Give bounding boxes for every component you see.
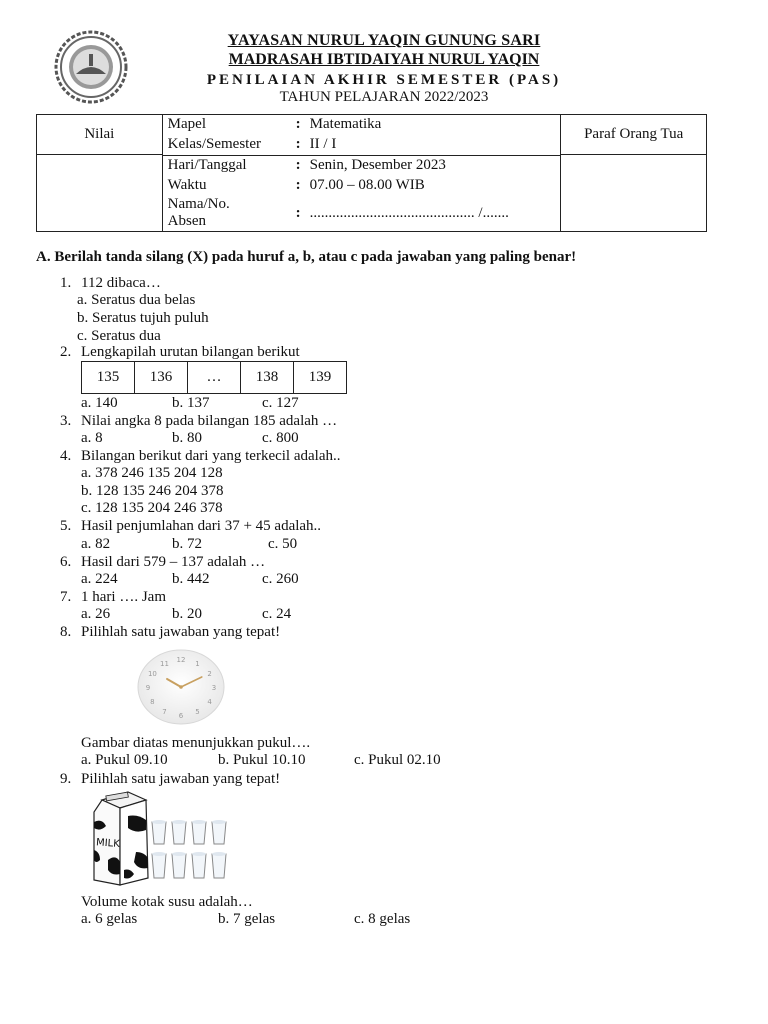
nama-label: Nama/No. bbox=[167, 196, 230, 212]
question-text: Pilihlah satu jawaban yang tepat! bbox=[81, 771, 281, 787]
question-text: 112 dibaca… bbox=[81, 275, 161, 291]
kelas-value: II / I bbox=[309, 136, 337, 152]
section-a-title: A. Berilah tanda silang (X) pada huruf a, b, atau c pada jawaban yang paling benar! bbox=[36, 249, 577, 265]
option-a[interactable]: a. Seratus dua belas bbox=[77, 292, 196, 308]
school-title: MADRASAH IBTIDAIYAH NURUL YAQIN bbox=[228, 51, 540, 68]
question-number: 5. bbox=[60, 518, 72, 534]
hari-value: Senin, Desember 2023 bbox=[309, 157, 446, 173]
clock-icon bbox=[136, 648, 226, 726]
option-a[interactable]: a. 6 gelas bbox=[81, 911, 138, 927]
info-divider bbox=[163, 155, 561, 156]
sequence-cell-blank: … bbox=[188, 362, 241, 394]
hari-colon: : bbox=[295, 157, 301, 173]
question-text: Hasil dari 579 – 137 adalah … bbox=[81, 554, 266, 570]
question-number: 9. bbox=[60, 771, 72, 787]
option-a[interactable]: a. 8 bbox=[81, 430, 103, 446]
option-b[interactable]: b. 442 bbox=[172, 571, 210, 587]
option-b[interactable]: b. 72 bbox=[172, 536, 202, 552]
absen-label: Absen bbox=[167, 213, 206, 229]
clock-numeral: 9 bbox=[145, 684, 151, 692]
number-sequence-table bbox=[81, 361, 347, 394]
mapel-colon: : bbox=[295, 116, 301, 132]
option-c[interactable]: c. 127 bbox=[262, 395, 299, 411]
question-text: Pilihlah satu jawaban yang tepat! bbox=[81, 624, 281, 640]
option-c[interactable]: c. 800 bbox=[262, 430, 299, 446]
option-c[interactable]: c. Pukul 02.10 bbox=[354, 752, 441, 768]
question-number: 8. bbox=[60, 624, 72, 640]
sequence-cell: 138 bbox=[241, 362, 294, 394]
option-c[interactable]: c. 260 bbox=[262, 571, 299, 587]
question-text: Nilai angka 8 pada bilangan 185 adalah … bbox=[81, 413, 338, 429]
kelas-colon: : bbox=[295, 136, 301, 152]
info-fields bbox=[162, 115, 561, 232]
clock-numeral: 6 bbox=[178, 712, 184, 720]
question-caption: Volume kotak susu adalah… bbox=[81, 894, 253, 910]
question-number: 7. bbox=[60, 589, 72, 605]
paraf-box[interactable] bbox=[561, 155, 707, 232]
question-text: Hasil penjumlahan dari 37 + 45 adalah.. bbox=[81, 518, 322, 534]
milk-label: MILK bbox=[95, 837, 121, 850]
clock-numeral: 8 bbox=[150, 698, 155, 706]
question-text: Bilangan berikut dari yang terkecil adalah.. bbox=[81, 448, 341, 464]
sequence-cell: 135 bbox=[82, 362, 135, 394]
nama-value[interactable]: ............................................ /....... bbox=[309, 205, 509, 221]
option-b[interactable]: b. Seratus tujuh puluh bbox=[77, 310, 209, 326]
waktu-value: 07.00 – 08.00 WIB bbox=[309, 177, 425, 193]
option-a[interactable]: a. 224 bbox=[81, 571, 118, 587]
option-a[interactable]: a. 378 246 135 204 128 bbox=[81, 465, 223, 481]
waktu-colon: : bbox=[295, 177, 301, 193]
question-number: 3. bbox=[60, 413, 72, 429]
sequence-cell: 136 bbox=[135, 362, 188, 394]
clock-numeral: 5 bbox=[195, 708, 200, 717]
year-title: TAHUN PELAJARAN 2022/2023 bbox=[279, 89, 489, 105]
clock-numeral: 11 bbox=[160, 659, 169, 668]
option-b[interactable]: b. 128 135 246 204 378 bbox=[81, 483, 224, 499]
clock-numeral: 10 bbox=[147, 670, 157, 678]
option-a[interactable]: a. 26 bbox=[81, 606, 111, 622]
question-number: 1. bbox=[60, 275, 72, 291]
option-c[interactable]: c. 128 135 204 246 378 bbox=[81, 500, 223, 516]
option-c[interactable]: c. 50 bbox=[268, 536, 298, 552]
option-a[interactable]: a. 82 bbox=[81, 536, 111, 552]
question-text: Lengkapilah urutan bilangan berikut bbox=[81, 344, 300, 360]
milk-carton-glasses-icon bbox=[90, 790, 240, 890]
nilai-header: Nilai bbox=[37, 115, 163, 155]
clock-numeral: 3 bbox=[211, 684, 217, 692]
option-b[interactable]: b. Pukul 10.10 bbox=[218, 752, 306, 768]
clock-numeral: 4 bbox=[207, 698, 212, 706]
nama-colon: : bbox=[295, 205, 301, 221]
clock-numeral: 2 bbox=[207, 670, 212, 678]
exam-title: PENILAIAN AKHIR SEMESTER (PAS) bbox=[206, 72, 562, 88]
question-number: 2. bbox=[60, 344, 72, 360]
option-a[interactable]: a. 140 bbox=[81, 395, 118, 411]
option-b[interactable]: b. 80 bbox=[172, 430, 202, 446]
question-number: 4. bbox=[60, 448, 72, 464]
question-text: 1 hari …. Jam bbox=[81, 589, 166, 605]
option-c[interactable]: c. Seratus dua bbox=[77, 328, 161, 344]
option-b[interactable]: b. 20 bbox=[172, 606, 202, 622]
option-a[interactable]: a. Pukul 09.10 bbox=[81, 752, 168, 768]
kelas-label: Kelas/Semester bbox=[167, 136, 261, 152]
mapel-label: Mapel bbox=[167, 116, 206, 132]
option-b[interactable]: b. 137 bbox=[172, 395, 210, 411]
option-c[interactable]: c. 8 gelas bbox=[354, 911, 411, 927]
question-caption: Gambar diatas menunjukkan pukul…. bbox=[81, 735, 311, 751]
waktu-label: Waktu bbox=[167, 177, 207, 193]
paraf-header: Paraf Orang Tua bbox=[561, 115, 707, 155]
question-number: 6. bbox=[60, 554, 72, 570]
option-c[interactable]: c. 24 bbox=[262, 606, 292, 622]
nilai-box[interactable] bbox=[37, 155, 163, 232]
sequence-cell: 139 bbox=[294, 362, 347, 394]
foundation-title: YAYASAN NURUL YAQIN GUNUNG SARI bbox=[227, 32, 541, 49]
clock-numeral: 1 bbox=[195, 659, 200, 668]
option-b[interactable]: b. 7 gelas bbox=[218, 911, 276, 927]
mapel-value: Matematika bbox=[309, 116, 382, 132]
student-info-table bbox=[36, 114, 707, 232]
clock-numeral: 7 bbox=[162, 708, 167, 717]
hari-label: Hari/Tanggal bbox=[167, 157, 247, 173]
clock-numeral: 12 bbox=[176, 656, 186, 664]
